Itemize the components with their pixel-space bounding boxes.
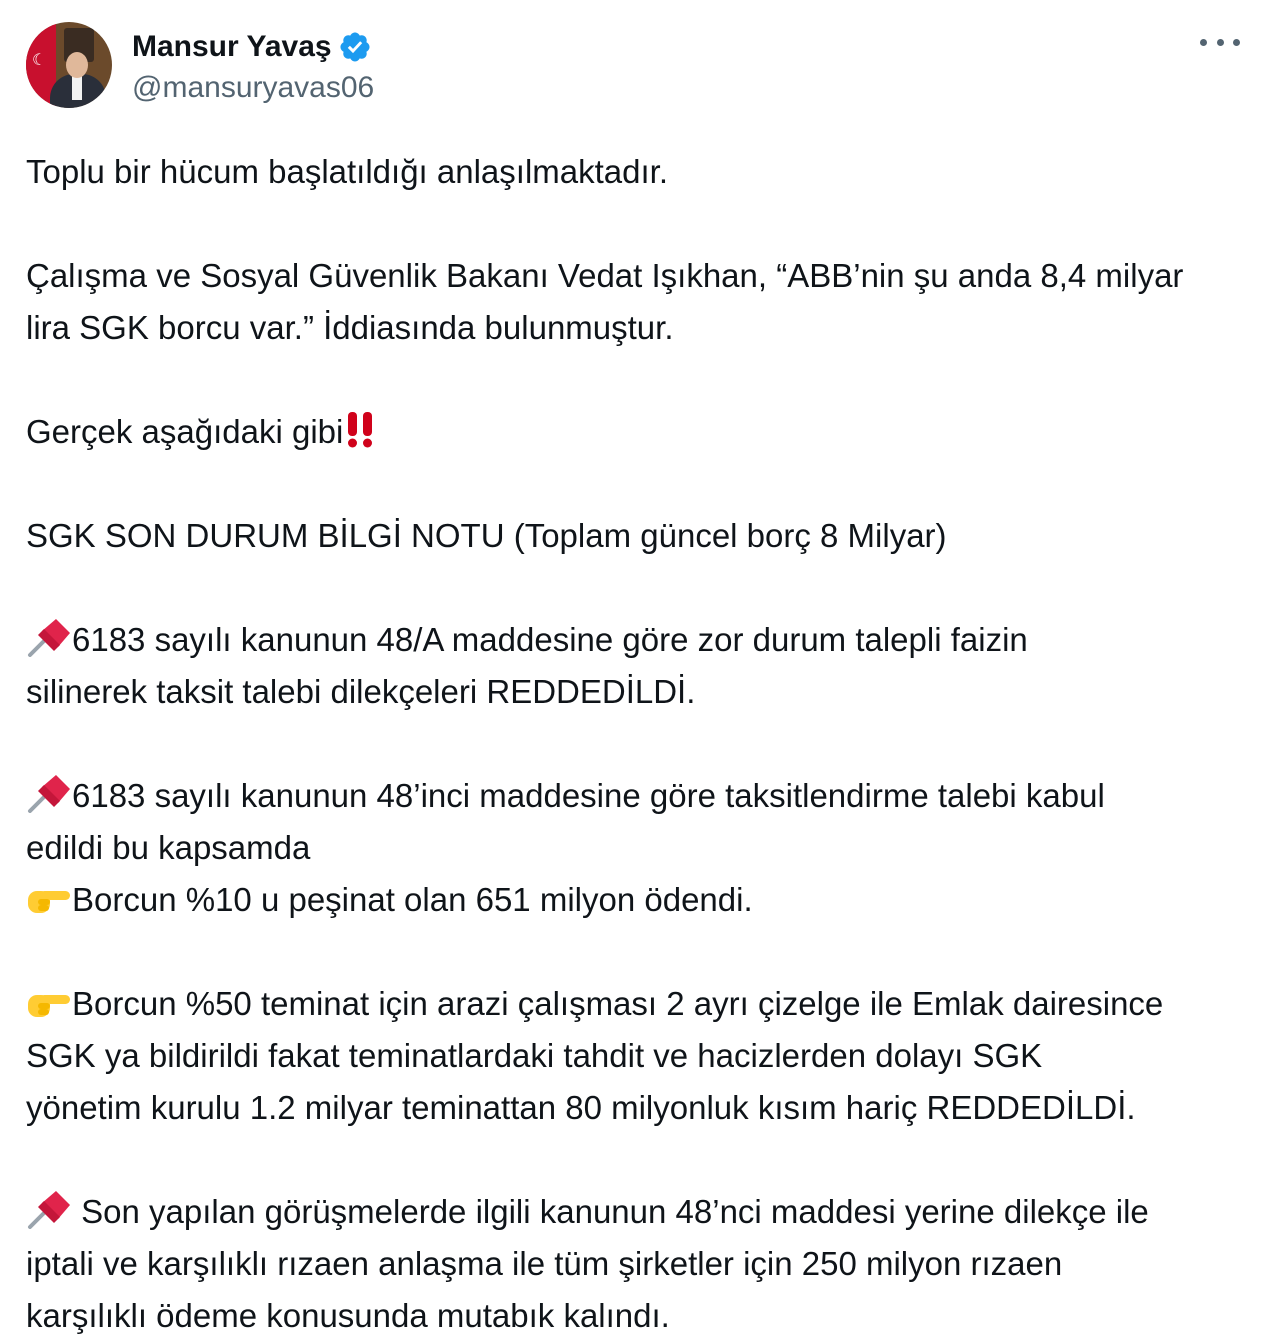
- paragraph-6: [26, 770, 1256, 926]
- more-dot: [1217, 39, 1224, 46]
- paragraph-7: [26, 978, 1256, 1134]
- text-line: iptali ve karşılıklı rızaen anlaşma ile tüm şirketler için 250 milyon rızaen: [26, 1245, 1063, 1282]
- text-segment: Son yapılan görüşmelerde ilgili kanunun 48’nci maddesi yerine dilekçe ile: [72, 1193, 1149, 1230]
- avatar-shirt-decoration: [72, 76, 82, 100]
- text-line: lira SGK borcu var.” İddiasında bulunmuştur.: [26, 309, 674, 346]
- pointing-hand-icon: [26, 881, 72, 917]
- tweet-text: [26, 146, 1256, 1342]
- paragraph-2: [26, 250, 1256, 354]
- pointing-hand-icon: [26, 985, 72, 1021]
- text-line: SGK SON DURUM BİLGİ NOTU (Toplam güncel borç 8 Milyar): [26, 517, 947, 554]
- avatar-head-decoration: [66, 52, 88, 78]
- text-line: Çalışma ve Sosyal Güvenlik Bakanı Vedat Işıkhan, “ABB’nin şu anda 8,4 milyar: [26, 257, 1184, 294]
- text-line: [26, 406, 1256, 458]
- paragraph-3: [26, 406, 1256, 458]
- text-segment: 6183 sayılı kanunun 48’inci maddesine göre taksitlendirme talebi kabul: [72, 777, 1105, 814]
- text-line: Toplu bir hücum başlatıldığı anlaşılmaktadır.: [26, 153, 669, 190]
- name-row: [132, 25, 374, 69]
- text-segment: Borcun %10 u peşinat olan 651 milyon ödendi.: [72, 881, 753, 918]
- text-line: edildi bu kapsamda: [26, 829, 311, 866]
- pushpin-icon: [26, 1189, 72, 1229]
- tweet-header: [26, 20, 1254, 110]
- pushpin-icon: [26, 773, 72, 813]
- user-info: [132, 25, 374, 105]
- pushpin-icon: [26, 617, 72, 657]
- paragraph-4: [26, 510, 1256, 562]
- author-handle[interactable]: @mansuryavas06: [132, 71, 375, 104]
- text-line: silinerek taksit talebi dilekçeleri REDDEDİLDİ.: [26, 673, 696, 710]
- text-segment: 6183 sayılı kanunun 48/A maddesine göre zor durum talepli faizin: [72, 621, 1028, 658]
- paragraph-8: [26, 1186, 1256, 1342]
- text-line: [26, 1186, 1256, 1238]
- text-line: karşılıklı ödeme konusunda mutabık kalındı.: [26, 1297, 670, 1334]
- text-line: yönetim kurulu 1.2 milyar teminattan 80 milyonluk kısım hariç REDDEDİLDİ.: [26, 1089, 1136, 1126]
- text-line: [26, 614, 1256, 666]
- flag-star-icon: ☾: [32, 50, 47, 69]
- text-line: [26, 874, 1256, 926]
- double-exclamation-icon: [343, 409, 377, 449]
- paragraph-5: [26, 614, 1256, 718]
- more-dot: [1200, 39, 1207, 46]
- paragraph-1: [26, 146, 1256, 198]
- more-options-icon[interactable]: [1200, 30, 1240, 54]
- text-line: SGK ya bildirildi fakat teminatlardaki tahdit ve hacizlerden dolayı SGK: [26, 1037, 1043, 1074]
- verified-badge-icon[interactable]: [338, 30, 372, 64]
- text-segment: Borcun %50 teminat için arazi çalışması 2 ayrı çizelge ile Emlak dairesince: [72, 985, 1164, 1022]
- avatar[interactable]: [26, 22, 112, 108]
- author-name[interactable]: Mansur Yavaş: [132, 30, 332, 63]
- text-segment: Gerçek aşağıdaki gibi: [26, 413, 344, 450]
- text-line: [26, 978, 1256, 1030]
- text-line: [26, 770, 1256, 822]
- more-dot: [1233, 39, 1240, 46]
